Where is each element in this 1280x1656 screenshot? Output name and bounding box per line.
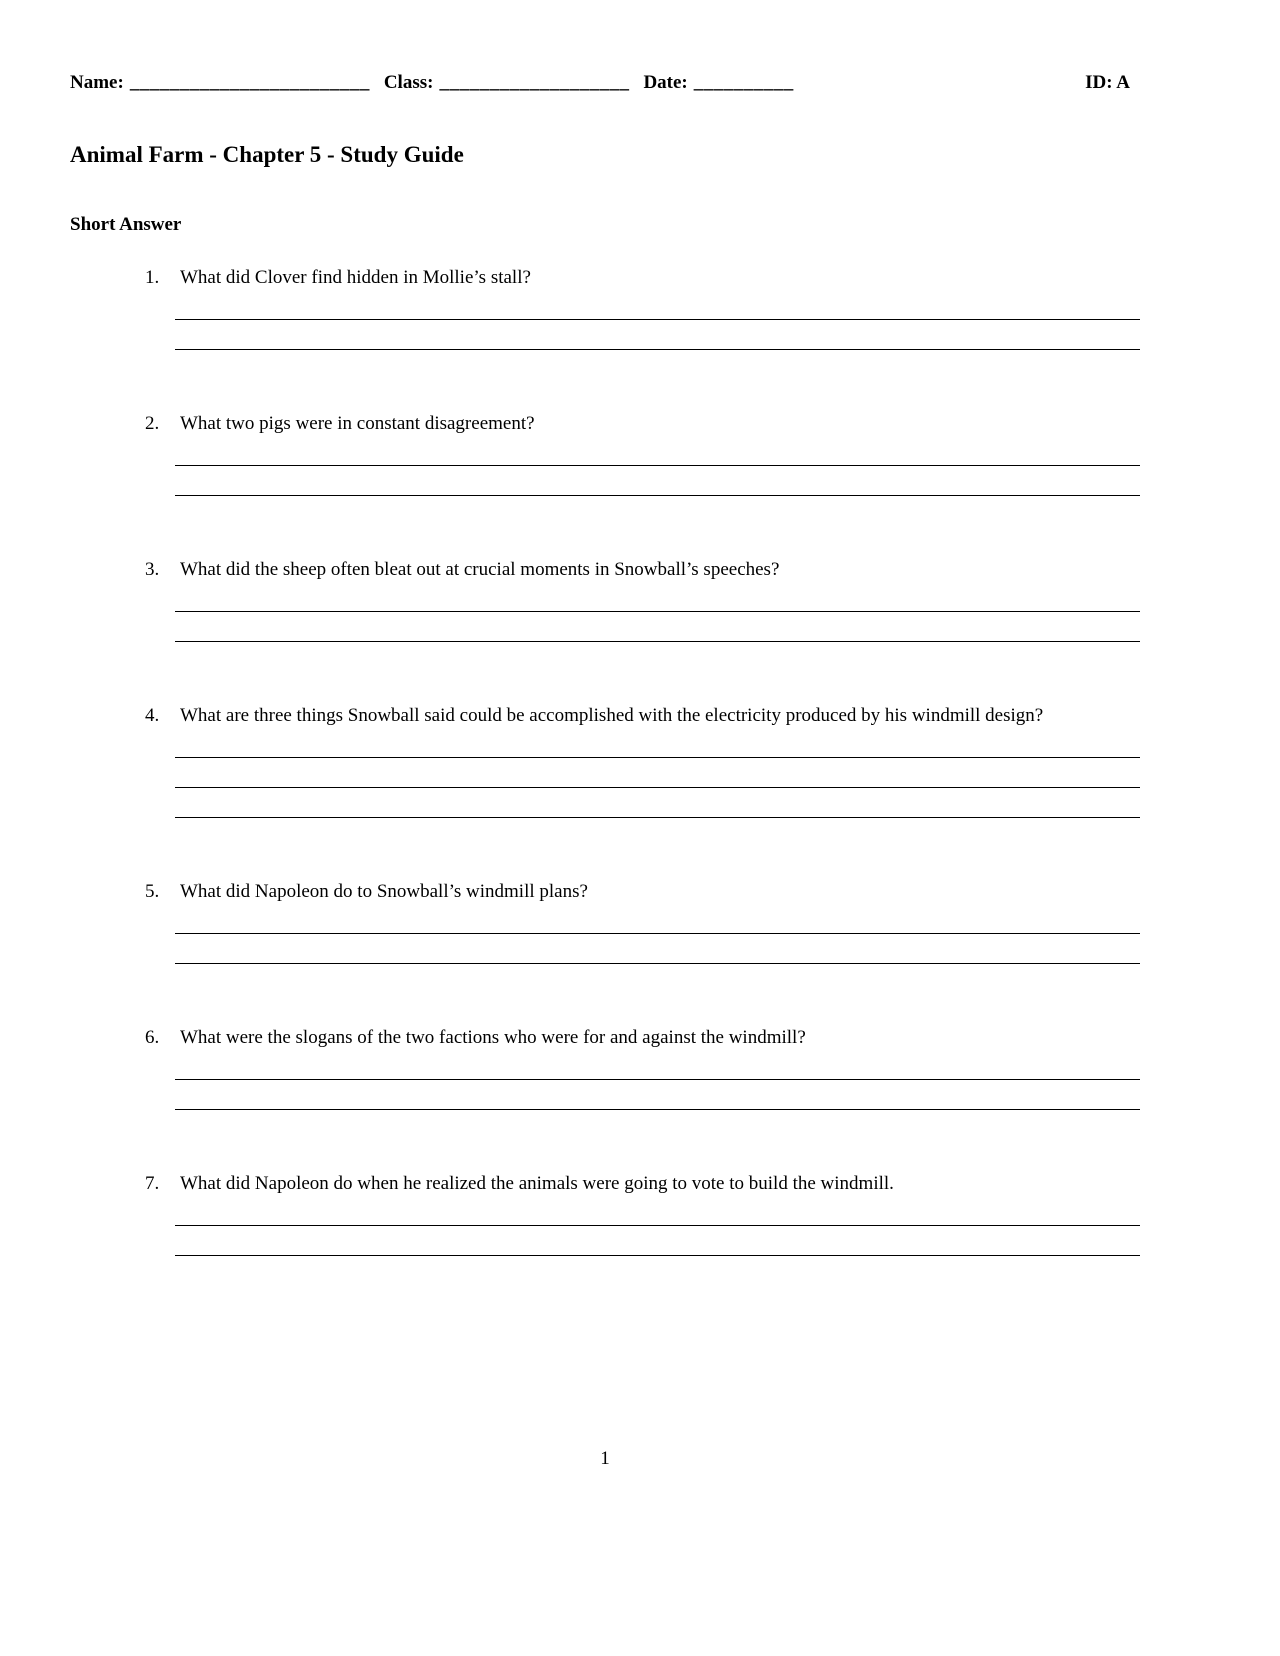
question-text: What did the sheep often bleat out at crucial moments in Snowball’s speeches? xyxy=(180,559,780,580)
question-text: What are three things Snowball said could be accomplished with the electricity produced by his windmill design? xyxy=(180,705,1044,726)
question-text: What did Clover find hidden in Mollie’s stall? xyxy=(180,267,531,288)
id-label: ID: A xyxy=(1085,72,1130,93)
section-heading: Short Answer xyxy=(70,214,182,235)
question-number: 5. xyxy=(145,881,160,902)
name-label: Name: xyxy=(70,72,124,93)
document-header xyxy=(70,72,1210,94)
answer-lines xyxy=(175,728,1210,818)
answer-lines xyxy=(175,436,1210,496)
name-field xyxy=(70,72,370,94)
answer-line xyxy=(175,436,1140,466)
question-item xyxy=(70,266,1210,350)
answer-lines xyxy=(175,904,1210,964)
answer-line xyxy=(175,582,1140,612)
question-item xyxy=(70,1026,1210,1110)
answer-lines xyxy=(175,1196,1210,1256)
question-item xyxy=(70,558,1210,642)
class-field xyxy=(384,72,630,94)
class-label: Class: xyxy=(383,72,434,93)
question-number: 3. xyxy=(145,559,160,580)
answer-line xyxy=(175,904,1140,934)
question-text: What did Napoleon do when he realized the animals were going to vote to build the windmill. xyxy=(180,1173,894,1194)
answer-lines xyxy=(175,290,1210,350)
question-row xyxy=(145,412,1210,436)
answer-line xyxy=(175,1226,1140,1256)
question-item xyxy=(70,412,1210,496)
question-text: What did Napoleon do to Snowball’s windmill plans? xyxy=(180,881,588,902)
questions-list xyxy=(70,266,1210,1256)
question-number: 7. xyxy=(145,1173,160,1194)
question-number: 1. xyxy=(145,267,160,288)
question-text: What two pigs were in constant disagreement? xyxy=(180,413,535,434)
question-row xyxy=(145,1172,1210,1196)
name-blank: ________________________ xyxy=(129,72,370,93)
question-row xyxy=(145,266,1210,290)
date-field xyxy=(643,72,793,94)
answer-line xyxy=(175,290,1140,320)
answer-line xyxy=(175,934,1140,964)
answer-line xyxy=(175,320,1140,350)
question-number: 4. xyxy=(145,705,160,726)
answer-line xyxy=(175,758,1140,788)
question-item xyxy=(70,1172,1210,1256)
answer-line xyxy=(175,612,1140,642)
answer-line xyxy=(175,1050,1140,1080)
question-item xyxy=(70,704,1210,818)
question-row xyxy=(145,704,1210,728)
answer-lines xyxy=(175,1050,1210,1110)
question-text: What were the slogans of the two factions who were for and against the windmill? xyxy=(180,1027,806,1048)
answer-line xyxy=(175,466,1140,496)
answer-line xyxy=(175,1080,1140,1110)
page-title: Animal Farm - Chapter 5 - Study Guide xyxy=(70,142,464,167)
answer-line xyxy=(175,728,1140,758)
question-number: 6. xyxy=(145,1027,160,1048)
answer-line xyxy=(175,788,1140,818)
date-label: Date: xyxy=(643,72,688,93)
class-blank: ___________________ xyxy=(439,72,630,93)
question-row xyxy=(145,880,1210,904)
answer-lines xyxy=(175,582,1210,642)
date-blank: __________ xyxy=(693,72,794,93)
question-number: 2. xyxy=(145,413,160,434)
page-number: 1 xyxy=(600,1448,610,1469)
question-row xyxy=(145,1026,1210,1050)
question-row xyxy=(145,558,1210,582)
answer-line xyxy=(175,1196,1140,1226)
question-item xyxy=(70,880,1210,964)
